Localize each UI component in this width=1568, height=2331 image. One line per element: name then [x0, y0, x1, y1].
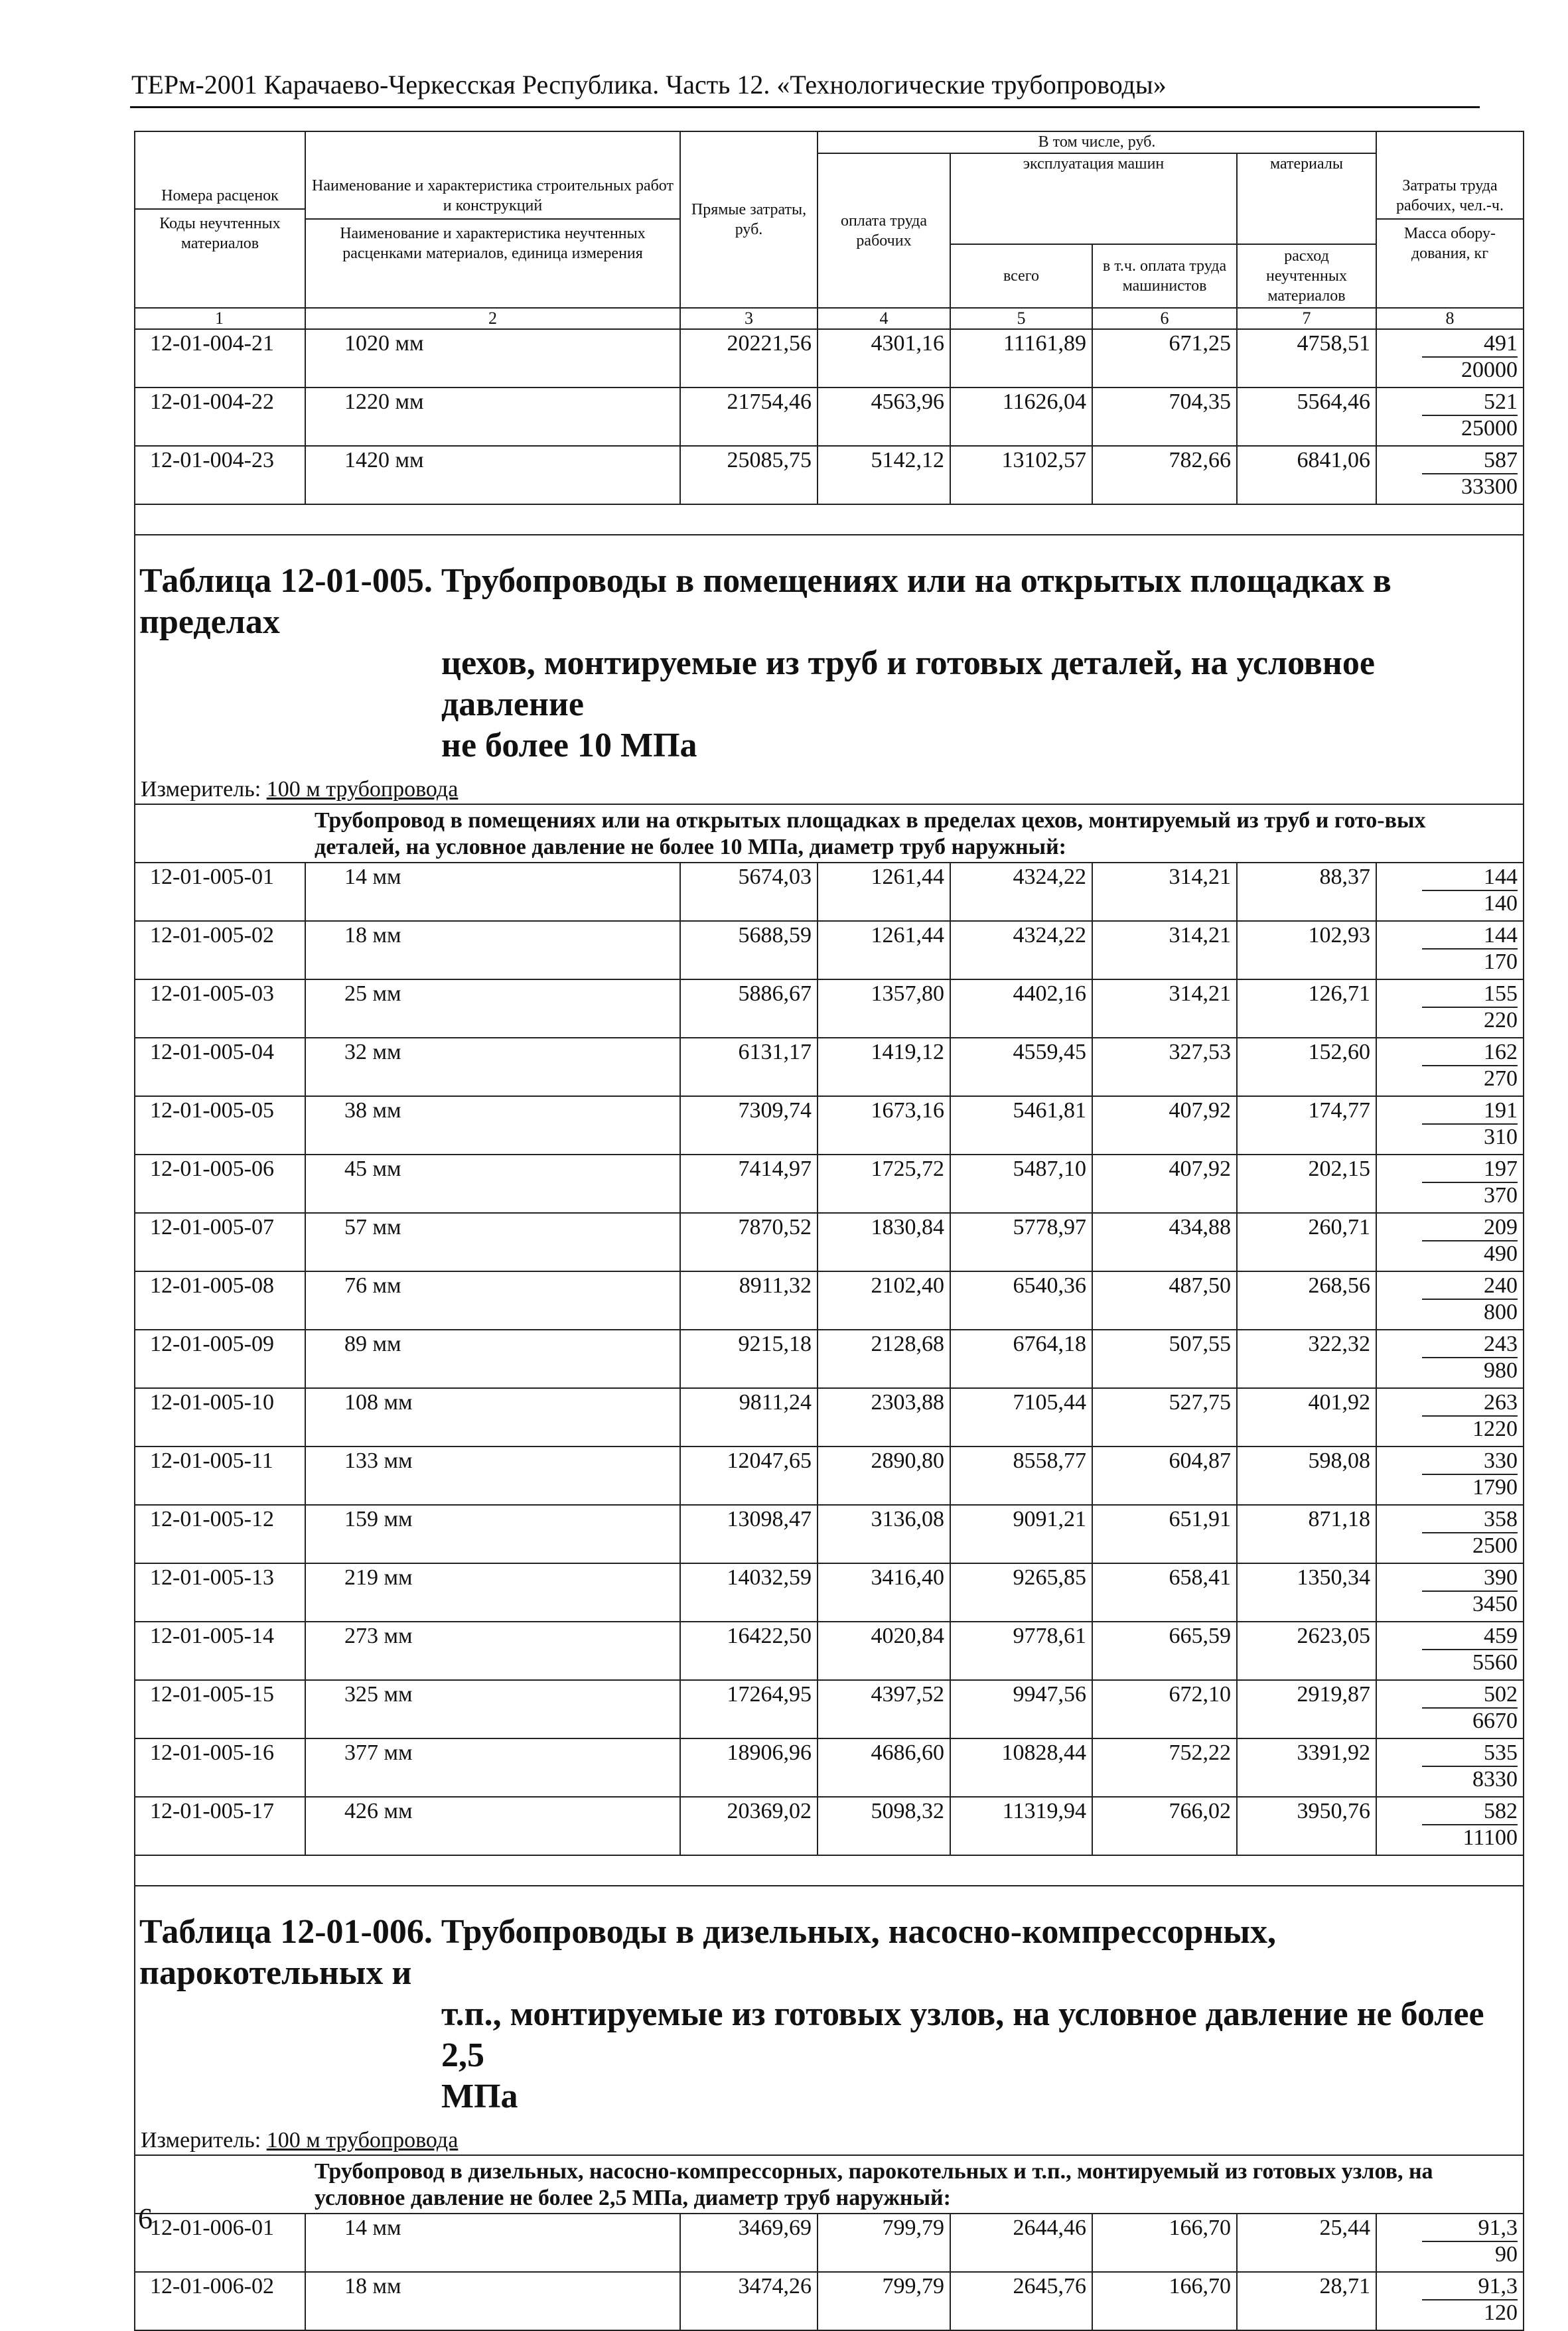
- materials-cost: 260,71: [1237, 1213, 1376, 1271]
- table-row: [135, 2214, 1524, 2272]
- labor-cost: 4020,84: [818, 1622, 950, 1680]
- rates-table: [134, 131, 1524, 2331]
- machines-cost: 5778,97: [950, 1213, 1092, 1271]
- direct-cost: 7870,52: [680, 1213, 818, 1271]
- equipment-mass: 170: [1484, 950, 1518, 974]
- labor-mass-cell: [1376, 2272, 1524, 2330]
- labor-mass-cell: [1376, 388, 1524, 446]
- section-title: [135, 1886, 1524, 2127]
- machinists-cost: 166,70: [1092, 2272, 1237, 2330]
- measure-value: 100 м трубопровода: [266, 777, 459, 802]
- rate-code: 12-01-004-22: [135, 388, 305, 446]
- machines-cost: 2644,46: [950, 2214, 1092, 2272]
- rate-code: 12-01-005-14: [135, 1622, 305, 1680]
- rate-name: 76 мм: [305, 1271, 680, 1330]
- section-title-line: т.п., монтируемые из готовых узлов, на условное давление не более 2,5: [441, 1995, 1484, 2074]
- measure-row: [135, 2127, 1524, 2155]
- labor-hours: 358: [1422, 1507, 1518, 1533]
- rate-code: 12-01-005-03: [135, 979, 305, 1038]
- materials-cost: 102,93: [1237, 921, 1376, 979]
- page-number: 6: [138, 2202, 153, 2235]
- labor-mass-cell: [1376, 979, 1524, 1038]
- materials-cost: 4758,51: [1237, 329, 1376, 388]
- equipment-mass: 120: [1484, 2300, 1518, 2325]
- page-header-title: ТЕРм-2001 Карачаево-Черкесская Республика. Часть 12. «Технологические трубопроводы»: [131, 70, 1167, 100]
- head-col2: [305, 131, 680, 308]
- labor-cost: 4563,96: [818, 388, 950, 446]
- measure-row: [135, 776, 1524, 804]
- rate-name: 325 мм: [305, 1680, 680, 1738]
- labor-mass-cell: [1376, 1447, 1524, 1505]
- labor-cost: 799,79: [818, 2272, 950, 2330]
- head-incl: В том числе, руб.: [818, 131, 1376, 153]
- head-col3: Прямые затраты, руб.: [680, 131, 818, 308]
- section-title-line: цехов, монтируемые из труб и готовых деталей, на условное давление: [441, 644, 1375, 723]
- machines-cost: 7105,44: [950, 1388, 1092, 1447]
- materials-cost: 5564,46: [1237, 388, 1376, 446]
- labor-hours: 582: [1422, 1799, 1518, 1825]
- direct-cost: 5674,03: [680, 863, 818, 921]
- machinists-cost: 672,10: [1092, 1680, 1237, 1738]
- rate-name: 219 мм: [305, 1563, 680, 1622]
- measure-value: 100 м трубопровода: [266, 2128, 459, 2153]
- machines-cost: 4402,16: [950, 979, 1092, 1038]
- labor-cost: 2102,40: [818, 1271, 950, 1330]
- labor-hours: 330: [1422, 1448, 1518, 1475]
- machines-cost: 6540,36: [950, 1271, 1092, 1330]
- labor-hours: 91,3: [1422, 2274, 1518, 2300]
- rate-code: 12-01-005-17: [135, 1797, 305, 1855]
- machinists-cost: 604,87: [1092, 1447, 1237, 1505]
- section-title-row: [135, 1886, 1524, 2127]
- section-title-line: Таблица 12-01-006. Трубопроводы в дизельных, насосно-компрессорных, парокотельных и: [139, 1913, 1277, 1992]
- rate-code: 12-01-005-09: [135, 1330, 305, 1388]
- labor-mass-cell: [1376, 446, 1524, 504]
- table-head-row: [135, 131, 1524, 153]
- labor-cost: 799,79: [818, 2214, 950, 2272]
- description-row: [135, 2155, 1524, 2214]
- column-number: 2: [305, 308, 680, 329]
- machinists-cost: 658,41: [1092, 1563, 1237, 1622]
- labor-hours: 155: [1422, 981, 1518, 1008]
- table-row: [135, 979, 1524, 1038]
- materials-cost: 25,44: [1237, 2214, 1376, 2272]
- equipment-mass: 90: [1495, 2242, 1518, 2267]
- machines-cost: 9947,56: [950, 1680, 1092, 1738]
- labor-mass-cell: [1376, 863, 1524, 921]
- column-number: 5: [950, 308, 1092, 329]
- equipment-mass: 5560: [1472, 1650, 1518, 1675]
- rate-code: 12-01-006-02: [135, 2272, 305, 2330]
- machinists-cost: 752,22: [1092, 1738, 1237, 1797]
- labor-hours: 144: [1422, 923, 1518, 950]
- materials-cost: 6841,06: [1237, 446, 1376, 504]
- machinists-cost: 314,21: [1092, 921, 1237, 979]
- head-col4: оплата труда рабочих: [818, 153, 950, 308]
- rate-name: 1420 мм: [305, 446, 680, 504]
- equipment-mass: 270: [1484, 1066, 1518, 1091]
- labor-mass-cell: [1376, 1505, 1524, 1563]
- labor-mass-cell: [1376, 1680, 1524, 1738]
- materials-cost: 152,60: [1237, 1038, 1376, 1096]
- materials-cost: 871,18: [1237, 1505, 1376, 1563]
- section-title-line: не более 10 МПа: [441, 727, 697, 764]
- direct-cost: 20369,02: [680, 1797, 818, 1855]
- labor-cost: 2890,80: [818, 1447, 950, 1505]
- labor-mass-cell: [1376, 1797, 1524, 1855]
- column-number: 6: [1092, 308, 1237, 329]
- machines-cost: 9265,85: [950, 1563, 1092, 1622]
- equipment-mass: 11100: [1462, 1825, 1518, 1850]
- labor-cost: 5142,12: [818, 446, 950, 504]
- labor-cost: 2303,88: [818, 1388, 950, 1447]
- labor-mass-cell: [1376, 1622, 1524, 1680]
- machines-cost: 11161,89: [950, 329, 1092, 388]
- labor-cost: 3136,08: [818, 1505, 950, 1563]
- labor-mass-cell: [1376, 1271, 1524, 1330]
- table-row: [135, 1505, 1524, 1563]
- section-title-line: Таблица 12-01-005. Трубопроводы в помещениях или на открытых площадках в пределах: [139, 562, 1391, 641]
- column-numbers-row: [135, 308, 1524, 329]
- description-row: [135, 804, 1524, 863]
- rate-name: 18 мм: [305, 2272, 680, 2330]
- table-row: [135, 1038, 1524, 1096]
- labor-mass-cell: [1376, 1213, 1524, 1271]
- rate-code: 12-01-006-01: [135, 2214, 305, 2272]
- equipment-mass: 8330: [1472, 1767, 1518, 1792]
- head-col2-top: Наименование и характеристика строительных работ и конструкций: [306, 176, 679, 220]
- direct-cost: 18906,96: [680, 1738, 818, 1797]
- machines-cost: 6764,18: [950, 1330, 1092, 1388]
- materials-cost: 598,08: [1237, 1447, 1376, 1505]
- machinists-cost: 166,70: [1092, 2214, 1237, 2272]
- materials-cost: 2919,87: [1237, 1680, 1376, 1738]
- table-row: [135, 446, 1524, 504]
- head-col1: [135, 131, 305, 308]
- machines-cost: 4324,22: [950, 863, 1092, 921]
- spacer-cell: [135, 1855, 1524, 1886]
- labor-cost: 2128,68: [818, 1330, 950, 1388]
- labor-cost: 1419,12: [818, 1038, 950, 1096]
- labor-mass-cell: [1376, 1563, 1524, 1622]
- labor-hours: 502: [1422, 1682, 1518, 1709]
- header-rule: [130, 106, 1480, 108]
- direct-cost: 8911,32: [680, 1271, 818, 1330]
- machinists-cost: 665,59: [1092, 1622, 1237, 1680]
- materials-cost: 126,71: [1237, 979, 1376, 1038]
- equipment-mass: 980: [1484, 1358, 1518, 1383]
- section-title: [135, 535, 1524, 776]
- machines-cost: 13102,57: [950, 446, 1092, 504]
- materials-cost: 401,92: [1237, 1388, 1376, 1447]
- direct-cost: 12047,65: [680, 1447, 818, 1505]
- table-row: [135, 1271, 1524, 1330]
- rate-code: 12-01-005-08: [135, 1271, 305, 1330]
- machinists-cost: 487,50: [1092, 1271, 1237, 1330]
- materials-cost: 322,32: [1237, 1330, 1376, 1388]
- direct-cost: 5688,59: [680, 921, 818, 979]
- equipment-mass: 2500: [1472, 1533, 1518, 1558]
- machinists-cost: 434,88: [1092, 1213, 1237, 1271]
- labor-hours: 263: [1422, 1390, 1518, 1417]
- rate-code: 12-01-004-23: [135, 446, 305, 504]
- labor-cost: 1830,84: [818, 1213, 950, 1271]
- direct-cost: 7309,74: [680, 1096, 818, 1155]
- machines-cost: 9778,61: [950, 1622, 1092, 1680]
- rate-code: 12-01-004-21: [135, 329, 305, 388]
- rate-name: 377 мм: [305, 1738, 680, 1797]
- machinists-cost: 651,91: [1092, 1505, 1237, 1563]
- labor-mass-cell: [1376, 1330, 1524, 1388]
- machines-cost: 4559,45: [950, 1038, 1092, 1096]
- rate-code: 12-01-005-16: [135, 1738, 305, 1797]
- rate-code: 12-01-005-05: [135, 1096, 305, 1155]
- labor-mass-cell: [1376, 2214, 1524, 2272]
- materials-cost: 174,77: [1237, 1096, 1376, 1155]
- table-row: [135, 1622, 1524, 1680]
- column-number: 4: [818, 308, 950, 329]
- table-row: [135, 2272, 1524, 2330]
- machinists-cost: 766,02: [1092, 1797, 1237, 1855]
- machines-cost: 8558,77: [950, 1447, 1092, 1505]
- rate-name: 14 мм: [305, 2214, 680, 2272]
- rate-name: 32 мм: [305, 1038, 680, 1096]
- table-row: [135, 1213, 1524, 1271]
- equipment-mass: 1220: [1472, 1417, 1518, 1441]
- direct-cost: 17264,95: [680, 1680, 818, 1738]
- machinists-cost: 407,92: [1092, 1155, 1237, 1213]
- rate-name: 426 мм: [305, 1797, 680, 1855]
- direct-cost: 14032,59: [680, 1563, 818, 1622]
- labor-hours: 91,3: [1422, 2216, 1518, 2242]
- head-col8-top: Затраты труда рабочих, чел.-ч.: [1377, 176, 1523, 220]
- machinists-cost: 782,66: [1092, 446, 1237, 504]
- machinists-cost: 314,21: [1092, 979, 1237, 1038]
- labor-cost: 4301,16: [818, 329, 950, 388]
- machinists-cost: 314,21: [1092, 863, 1237, 921]
- materials-cost: 1350,34: [1237, 1563, 1376, 1622]
- labor-hours: 191: [1422, 1098, 1518, 1125]
- section-description: Трубопровод в помещениях или на открытых площадках в пределах цехов, монтируемый из труб и гото-вых деталей, на условное давление не более 10 МПа, диаметр труб наружный:: [135, 804, 1524, 863]
- materials-cost: 3391,92: [1237, 1738, 1376, 1797]
- rate-code: 12-01-005-13: [135, 1563, 305, 1622]
- labor-mass-cell: [1376, 329, 1524, 388]
- materials-cost: 2623,05: [1237, 1622, 1376, 1680]
- head-machines: эксплуатация машин: [950, 153, 1237, 244]
- measure-label: Измеритель:: [141, 2128, 267, 2153]
- labor-cost: 1261,44: [818, 863, 950, 921]
- measure-cell: [135, 776, 1524, 804]
- direct-cost: 21754,46: [680, 388, 818, 446]
- rate-name: 159 мм: [305, 1505, 680, 1563]
- equipment-mass: 800: [1484, 1300, 1518, 1324]
- labor-hours: 390: [1422, 1565, 1518, 1592]
- rate-name: 25 мм: [305, 979, 680, 1038]
- head-col7: расход неучтенных материалов: [1237, 244, 1376, 308]
- materials-cost: 202,15: [1237, 1155, 1376, 1213]
- table-row: [135, 1447, 1524, 1505]
- labor-cost: 1261,44: [818, 921, 950, 979]
- direct-cost: 20221,56: [680, 329, 818, 388]
- rate-code: 12-01-005-11: [135, 1447, 305, 1505]
- labor-hours: 144: [1422, 865, 1518, 891]
- equipment-mass: 1790: [1472, 1475, 1518, 1500]
- labor-mass-cell: [1376, 1038, 1524, 1096]
- equipment-mass: 33300: [1461, 474, 1518, 499]
- labor-cost: 5098,32: [818, 1797, 950, 1855]
- labor-cost: 1357,80: [818, 979, 950, 1038]
- equipment-mass: 370: [1484, 1183, 1518, 1208]
- machinists-cost: 671,25: [1092, 329, 1237, 388]
- head-col1-bottom: Коды неучтенных материалов: [159, 215, 281, 252]
- equipment-mass: 6670: [1472, 1709, 1518, 1733]
- equipment-mass: 490: [1484, 1241, 1518, 1266]
- labor-hours: 197: [1422, 1157, 1518, 1183]
- labor-cost: 1673,16: [818, 1096, 950, 1155]
- equipment-mass: 25000: [1461, 416, 1518, 441]
- labor-cost: 4686,60: [818, 1738, 950, 1797]
- head-materials: материалы: [1237, 153, 1376, 244]
- table-row: [135, 1738, 1524, 1797]
- machinists-cost: 507,55: [1092, 1330, 1237, 1388]
- rate-name: 18 мм: [305, 921, 680, 979]
- direct-cost: 3474,26: [680, 2272, 818, 2330]
- machines-cost: 11319,94: [950, 1797, 1092, 1855]
- labor-mass-cell: [1376, 1738, 1524, 1797]
- materials-cost: 28,71: [1237, 2272, 1376, 2330]
- rate-code: 12-01-005-04: [135, 1038, 305, 1096]
- direct-cost: 16422,50: [680, 1622, 818, 1680]
- machines-cost: 2645,76: [950, 2272, 1092, 2330]
- equipment-mass: 310: [1484, 1125, 1518, 1149]
- labor-hours: 587: [1422, 448, 1518, 474]
- rate-name: 273 мм: [305, 1622, 680, 1680]
- rate-code: 12-01-005-10: [135, 1388, 305, 1447]
- direct-cost: 13098,47: [680, 1505, 818, 1563]
- equipment-mass: 220: [1484, 1008, 1518, 1032]
- rate-code: 12-01-005-01: [135, 863, 305, 921]
- labor-hours: 243: [1422, 1332, 1518, 1358]
- labor-hours: 209: [1422, 1215, 1518, 1241]
- head-col5: всего: [950, 244, 1092, 308]
- section-spacer: [135, 504, 1524, 535]
- rate-name: 1220 мм: [305, 388, 680, 446]
- direct-cost: 5886,67: [680, 979, 818, 1038]
- table-row: [135, 329, 1524, 388]
- labor-cost: 4397,52: [818, 1680, 950, 1738]
- labor-hours: 535: [1422, 1740, 1518, 1767]
- rate-name: 14 мм: [305, 863, 680, 921]
- materials-cost: 3950,76: [1237, 1797, 1376, 1855]
- rate-name: 38 мм: [305, 1096, 680, 1155]
- section-title-row: [135, 535, 1524, 776]
- head-col6: в т.ч. оплата труда машинистов: [1092, 244, 1237, 308]
- measure-cell: [135, 2127, 1524, 2155]
- spacer-cell: [135, 504, 1524, 535]
- column-number: 3: [680, 308, 818, 329]
- direct-cost: 9811,24: [680, 1388, 818, 1447]
- labor-mass-cell: [1376, 1096, 1524, 1155]
- labor-mass-cell: [1376, 1388, 1524, 1447]
- head-col2-bottom: Наименование и характеристика неучтенных расценками материалов, единица измерения: [340, 225, 646, 262]
- rate-code: 12-01-005-12: [135, 1505, 305, 1563]
- labor-hours: 491: [1422, 331, 1518, 358]
- machines-cost: 5461,81: [950, 1096, 1092, 1155]
- table-row: [135, 1330, 1524, 1388]
- section-description: Трубопровод в дизельных, насосно-компрессорных, парокотельных и т.п., монтируемый из готовых узлов, на условное давление не более 2,5 МПа, диаметр труб наружный:: [135, 2155, 1524, 2214]
- labor-cost: 3416,40: [818, 1563, 950, 1622]
- machines-cost: 4324,22: [950, 921, 1092, 979]
- head-col8-bottom: Масса обору-дования, кг: [1403, 225, 1496, 262]
- labor-hours: 162: [1422, 1040, 1518, 1066]
- rate-name: 133 мм: [305, 1447, 680, 1505]
- equipment-mass: 3450: [1472, 1592, 1518, 1616]
- labor-hours: 521: [1422, 389, 1518, 416]
- column-number: 8: [1376, 308, 1524, 329]
- rate-code: 12-01-005-02: [135, 921, 305, 979]
- rate-name: 108 мм: [305, 1388, 680, 1447]
- rate-name: 45 мм: [305, 1155, 680, 1213]
- head-col8: [1376, 131, 1524, 308]
- rate-code: 12-01-005-07: [135, 1213, 305, 1271]
- head-col1-top: Номера расценок: [135, 186, 305, 210]
- measure-label: Измеритель:: [141, 777, 267, 802]
- table-row: [135, 1680, 1524, 1738]
- section-title-line: МПа: [441, 2078, 518, 2115]
- labor-mass-cell: [1376, 1155, 1524, 1213]
- machinists-cost: 407,92: [1092, 1096, 1237, 1155]
- rate-code: 12-01-005-15: [135, 1680, 305, 1738]
- rate-name: 57 мм: [305, 1213, 680, 1271]
- column-number: 1: [135, 308, 305, 329]
- labor-hours: 459: [1422, 1624, 1518, 1650]
- rate-name: 89 мм: [305, 1330, 680, 1388]
- table-row: [135, 863, 1524, 921]
- materials-cost: 88,37: [1237, 863, 1376, 921]
- labor-mass-cell: [1376, 921, 1524, 979]
- machines-cost: 5487,10: [950, 1155, 1092, 1213]
- table-row: [135, 1388, 1524, 1447]
- rate-code: 12-01-005-06: [135, 1155, 305, 1213]
- table-row: [135, 388, 1524, 446]
- table-row: [135, 1096, 1524, 1155]
- machines-cost: 11626,04: [950, 388, 1092, 446]
- column-number: 7: [1237, 308, 1376, 329]
- labor-hours: 240: [1422, 1273, 1518, 1300]
- machines-cost: 10828,44: [950, 1738, 1092, 1797]
- direct-cost: 3469,69: [680, 2214, 818, 2272]
- equipment-mass: 20000: [1461, 358, 1518, 382]
- table-row: [135, 1797, 1524, 1855]
- machinists-cost: 327,53: [1092, 1038, 1237, 1096]
- machinists-cost: 704,35: [1092, 388, 1237, 446]
- table-row: [135, 921, 1524, 979]
- direct-cost: 6131,17: [680, 1038, 818, 1096]
- section-spacer: [135, 1855, 1524, 1886]
- direct-cost: 9215,18: [680, 1330, 818, 1388]
- direct-cost: 7414,97: [680, 1155, 818, 1213]
- equipment-mass: 140: [1484, 891, 1518, 916]
- direct-cost: 25085,75: [680, 446, 818, 504]
- materials-cost: 268,56: [1237, 1271, 1376, 1330]
- table-row: [135, 1563, 1524, 1622]
- machines-cost: 9091,21: [950, 1505, 1092, 1563]
- labor-cost: 1725,72: [818, 1155, 950, 1213]
- table-row: [135, 1155, 1524, 1213]
- rate-name: 1020 мм: [305, 329, 680, 388]
- machinists-cost: 527,75: [1092, 1388, 1237, 1447]
